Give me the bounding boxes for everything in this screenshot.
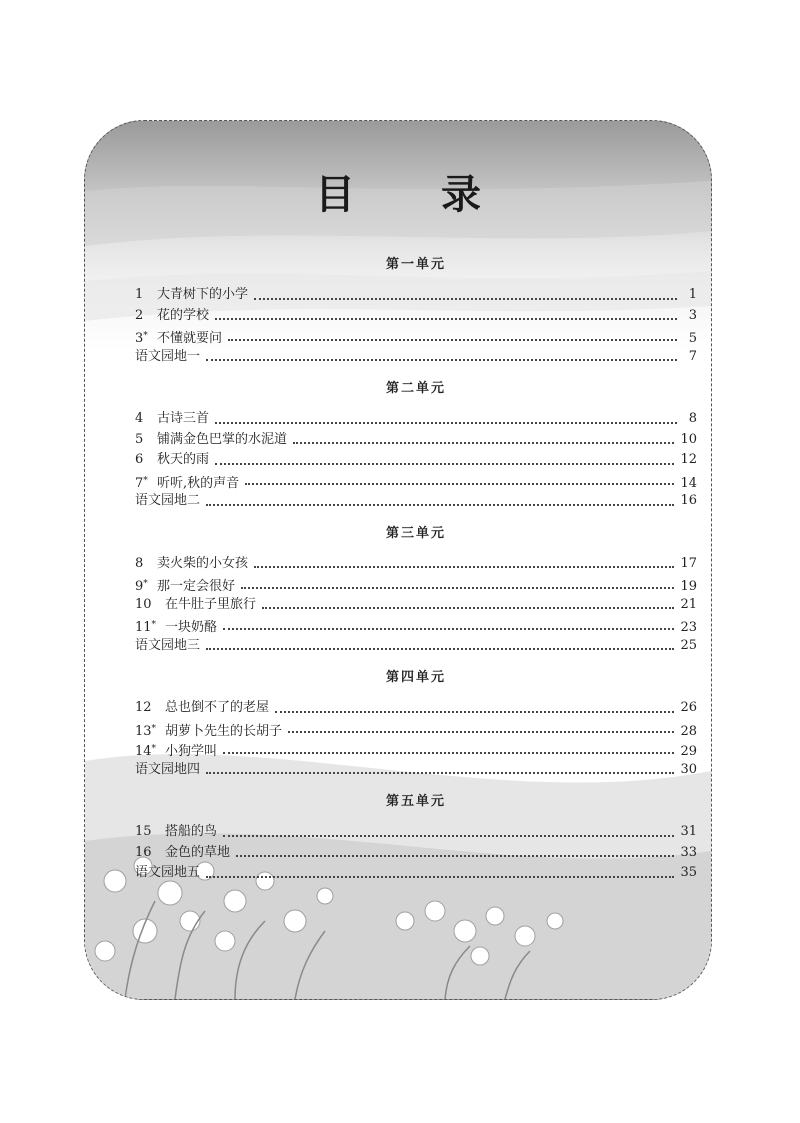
dot-leader <box>236 854 674 857</box>
lesson-number: 4 <box>135 411 144 426</box>
page-number: 35 <box>680 865 697 880</box>
page-number: 23 <box>680 620 697 635</box>
unit-heading: 第一单元 <box>385 257 446 272</box>
dot-leader <box>275 710 674 713</box>
lesson-title: 语文园地五 <box>135 865 201 880</box>
page-number: 12 <box>680 452 697 467</box>
optional-lesson-marker: * <box>143 475 148 486</box>
unit-section <box>135 670 697 780</box>
lesson-title: 金色的草地 <box>165 844 231 860</box>
unit-heading: 第五单元 <box>385 794 446 809</box>
page-number: 8 <box>688 411 697 426</box>
toc-entry[interactable] <box>135 285 697 306</box>
optional-lesson-marker: * <box>151 620 157 630</box>
lesson-number: 13* <box>135 723 157 739</box>
lesson-title: 语文园地一 <box>135 348 201 364</box>
lesson-title: 语文园地三 <box>135 637 201 653</box>
unit-heading: 第三单元 <box>385 525 446 541</box>
toc-entry[interactable] <box>135 760 697 781</box>
toc-entry[interactable] <box>135 471 697 492</box>
page-number: 16 <box>680 493 697 508</box>
toc-entry[interactable] <box>135 698 697 719</box>
dot-leader <box>206 358 677 361</box>
page-number: 28 <box>680 723 697 739</box>
lesson-number: 12 <box>135 700 152 715</box>
optional-lesson-marker: * <box>143 331 148 341</box>
lesson-number: 10 <box>135 596 152 612</box>
dot-leader <box>215 317 677 320</box>
page-number: 29 <box>680 744 697 759</box>
unit-section <box>135 526 697 657</box>
lesson-title: 小狗学叫 <box>165 744 218 759</box>
lesson-title: 胡萝卜先生的长胡子 <box>165 723 283 739</box>
toc-entry[interactable] <box>135 719 697 740</box>
dot-leader <box>293 441 674 444</box>
dot-leader <box>288 730 674 733</box>
toc-entry[interactable] <box>135 595 697 616</box>
lesson-title: 语文园地二 <box>135 493 201 508</box>
toc-entry[interactable] <box>135 430 697 451</box>
page-number: 14 <box>680 475 697 491</box>
page-title: 目 录 <box>315 172 517 218</box>
page-number: 3 <box>688 307 697 323</box>
dot-leader <box>228 338 677 341</box>
dot-leader <box>215 421 677 424</box>
lesson-title: 大青树下的小学 <box>157 287 249 302</box>
toc-entry[interactable] <box>135 822 697 843</box>
lesson-title: 听听,秋的声音 <box>157 475 240 491</box>
lesson-number: 2 <box>135 307 144 323</box>
lesson-number: 14* <box>135 744 157 759</box>
toc-entry[interactable] <box>135 554 697 575</box>
toc-entry[interactable] <box>135 574 697 595</box>
dot-leader <box>245 482 674 485</box>
lesson-number: 11* <box>135 620 157 635</box>
page-number: 1 <box>688 287 697 302</box>
dot-leader <box>223 751 674 754</box>
lesson-title: 古诗三首 <box>157 411 210 426</box>
page-number: 7 <box>688 348 697 364</box>
lesson-title: 秋天的雨 <box>157 452 210 467</box>
dot-leader <box>206 503 674 506</box>
toc-entry[interactable] <box>135 863 697 884</box>
lesson-number: 7* <box>135 475 148 491</box>
dot-leader <box>215 462 674 465</box>
toc-frame <box>84 120 712 1000</box>
lesson-title: 不懂就要问 <box>157 331 223 346</box>
dot-leader <box>254 297 677 300</box>
dot-leader <box>262 606 674 609</box>
optional-lesson-marker: * <box>151 723 157 734</box>
table-of-contents <box>135 253 697 898</box>
lesson-number: 15 <box>135 824 152 839</box>
lesson-title: 一块奶酪 <box>165 620 218 635</box>
lesson-title: 搭船的鸟 <box>165 824 218 839</box>
lesson-title: 语文园地四 <box>135 761 201 777</box>
lesson-title: 卖火柴的小女孩 <box>157 555 249 571</box>
page-number: 25 <box>680 637 697 653</box>
lesson-number: 3* <box>135 331 148 346</box>
page-number: 19 <box>680 579 697 594</box>
dot-leader <box>206 875 674 878</box>
unit-section <box>135 257 697 367</box>
page-number: 17 <box>680 555 697 571</box>
page-number: 21 <box>680 596 697 612</box>
lesson-number: 9* <box>135 579 148 594</box>
toc-entry[interactable] <box>135 491 697 512</box>
dot-leader <box>254 565 674 568</box>
unit-heading: 第四单元 <box>385 670 446 685</box>
lesson-number: 1 <box>135 287 144 302</box>
dot-leader <box>206 647 674 650</box>
dot-leader <box>241 586 674 589</box>
lesson-number: 8 <box>135 555 144 571</box>
lesson-title: 铺满金色巴掌的水泥道 <box>157 431 288 447</box>
toc-entry[interactable] <box>135 409 697 430</box>
dot-leader <box>206 771 674 774</box>
lesson-number: 6 <box>135 452 144 467</box>
page-number: 10 <box>680 431 697 447</box>
unit-heading: 第二单元 <box>385 381 446 396</box>
toc-entry[interactable] <box>135 450 697 471</box>
toc-entry[interactable] <box>135 636 697 657</box>
unit-section <box>135 381 697 512</box>
page-number: 5 <box>688 331 697 346</box>
page-number: 26 <box>680 700 697 715</box>
dot-leader <box>223 627 674 630</box>
toc-entry[interactable] <box>135 843 697 864</box>
page-number: 31 <box>680 824 697 839</box>
toc-entry[interactable] <box>135 615 697 636</box>
toc-entry[interactable] <box>135 326 697 347</box>
toc-entry[interactable] <box>135 739 697 760</box>
page-number: 33 <box>680 844 697 860</box>
lesson-number: 5 <box>135 431 144 447</box>
unit-section <box>135 794 697 884</box>
toc-entry[interactable] <box>135 306 697 327</box>
lesson-title: 总也倒不了的老屋 <box>165 700 270 715</box>
lesson-title: 花的学校 <box>157 307 210 323</box>
dot-leader <box>223 834 674 837</box>
lesson-title: 在牛肚子里旅行 <box>165 596 257 612</box>
optional-lesson-marker: * <box>143 579 148 589</box>
optional-lesson-marker: * <box>151 744 157 754</box>
lesson-title: 那一定会很好 <box>157 579 236 594</box>
lesson-number: 16 <box>135 844 152 860</box>
page-number: 30 <box>680 761 697 777</box>
toc-entry[interactable] <box>135 347 697 368</box>
